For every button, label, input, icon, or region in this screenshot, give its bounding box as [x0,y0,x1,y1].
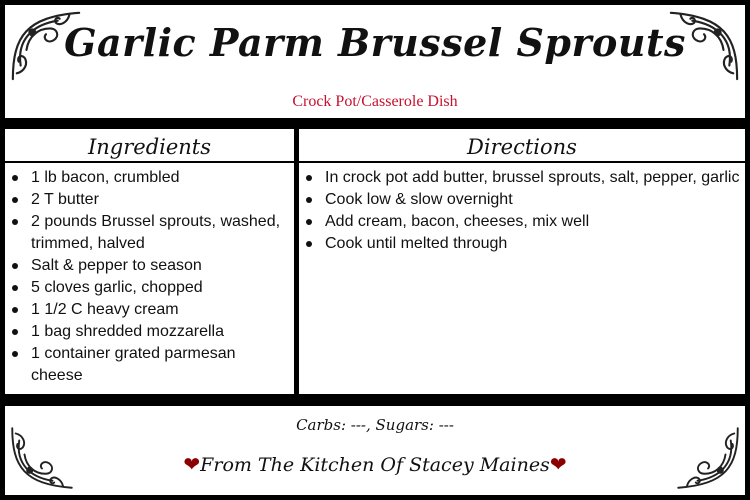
list-item: Cook until melted through [299,233,741,255]
list-item: 1 1/2 C heavy cream [5,299,290,321]
list-item: In crock pot add butter, brussel sprouts, salt, pepper, garlic [299,167,741,189]
kitchen-credit [5,452,745,476]
list-item: Salt & pepper to season [5,255,290,277]
heading-divider [5,161,294,163]
list-item: 1 bag shredded mozzarella [5,321,290,343]
heart-icon: ❤ [549,452,567,476]
list-item: 1 lb bacon, crumbled [5,167,290,189]
recipe-subtitle: Crock Pot/Casserole Dish [292,93,458,110]
heart-icon: ❤ [183,452,201,476]
ingredients-list [5,167,294,387]
ingredients-panel [5,129,294,394]
recipe-title: Garlic Parm Brussel Sprouts [64,20,686,65]
list-item: 5 cloves garlic, chopped [5,277,290,299]
ingredients-heading: Ingredients [87,135,212,159]
heading-divider [299,161,745,163]
recipe-header [5,5,745,118]
list-item: Add cream, bacon, cheeses, mix well [299,211,741,233]
directions-list [299,167,745,255]
list-item: 1 container grated parmesan cheese [5,343,290,387]
credit-text: From The Kitchen Of Stacey Maines [200,454,550,476]
recipe-footer [5,406,745,495]
list-item: 2 T butter [5,189,290,211]
directions-heading: Directions [467,135,577,159]
nutrition-info: Carbs: ---, Sugars: --- [296,416,454,434]
list-item: Cook low & slow overnight [299,189,741,211]
directions-panel [299,129,745,394]
list-item: 2 pounds Brussel sprouts, washed, trimmed, halved [5,211,290,255]
